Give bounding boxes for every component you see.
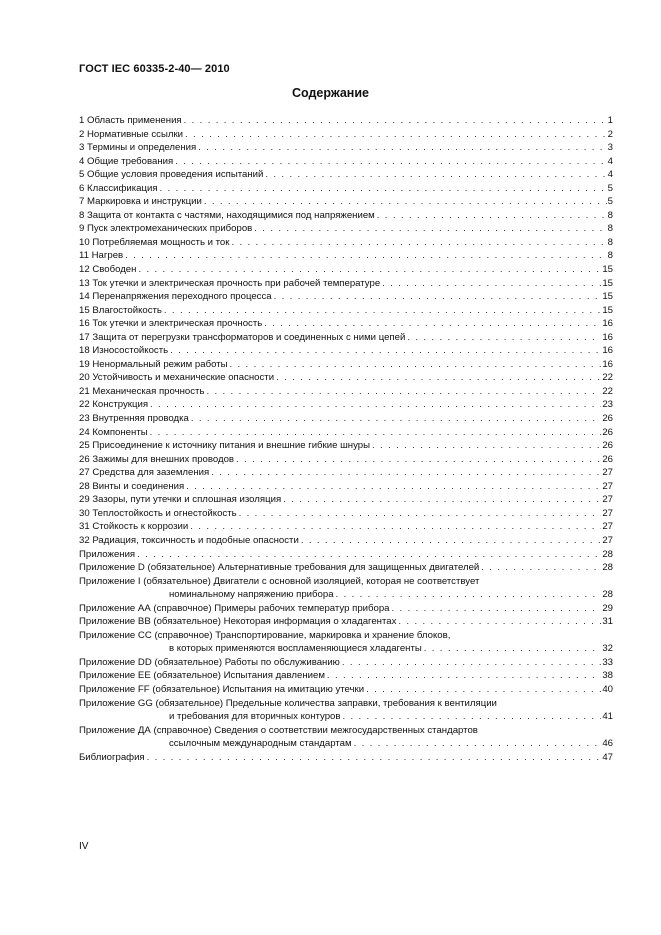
toc-entry-page: 15 xyxy=(602,264,613,276)
toc-entry xyxy=(79,344,613,358)
toc-entry-page: 15 xyxy=(602,291,613,303)
toc-leader-dots xyxy=(392,602,602,616)
toc-entry-title: ссылочным международным стандартам xyxy=(169,738,352,750)
toc-entry xyxy=(79,155,613,169)
toc-entry-page: 15 xyxy=(602,277,613,289)
toc-entry-page: 29 xyxy=(602,602,613,614)
toc-leader-dots xyxy=(407,331,601,345)
toc-leader-dots xyxy=(204,195,607,209)
toc-entry-title: 28 Винты и соединения xyxy=(79,480,185,492)
toc-entry-title: 18 Износостойкость xyxy=(79,345,169,357)
toc-entry-page: 26 xyxy=(602,413,613,425)
toc-entry-page: 1 xyxy=(607,115,613,126)
toc-entry xyxy=(79,724,613,738)
toc-entry-title: номинальному напряжению прибора xyxy=(169,589,334,601)
toc-entry-title: Приложение D (обязательное) Альтернативные требования для защищенных двигателей xyxy=(79,562,480,574)
toc-entry-title: Приложение ВВ (обязательное) Некоторая информация о хладагентах xyxy=(79,616,397,628)
toc-leader-dots xyxy=(190,520,601,534)
toc-entry xyxy=(79,128,613,142)
toc-entry-title: 31 Стойкость к коррозии xyxy=(79,521,189,533)
toc-leader-dots xyxy=(354,737,602,751)
toc-leader-dots xyxy=(366,683,601,697)
toc-leader-dots xyxy=(372,439,601,453)
toc-entry-title: 2 Нормативные ссылки xyxy=(79,128,184,140)
toc-leader-dots xyxy=(342,710,601,724)
toc-entry xyxy=(79,520,613,534)
toc-entry xyxy=(79,290,613,304)
toc-entry-page: 8 xyxy=(607,236,613,248)
toc-entry-title: 9 Пуск электромеханических приборов xyxy=(79,223,253,235)
toc-leader-dots xyxy=(170,344,601,358)
toc-entry-title: 12 Свободен xyxy=(79,264,137,276)
table-of-contents xyxy=(79,114,613,764)
toc-entry-title: Приложение I (обязательное) Двигатели с основной изоляцией, которая не соответствует xyxy=(79,575,480,587)
toc-leader-dots xyxy=(231,236,606,250)
toc-leader-dots xyxy=(150,398,601,412)
toc-entry xyxy=(79,236,613,250)
toc-entry-page: 8 xyxy=(607,223,613,235)
toc-entry-title: 16 Ток утечки и электрическая прочность xyxy=(79,318,263,330)
toc-entry xyxy=(79,439,613,453)
toc-entry-page: 27 xyxy=(602,534,613,546)
toc-entry xyxy=(79,453,613,467)
toc-entry-page: 4 xyxy=(607,155,613,167)
toc-leader-dots xyxy=(398,615,601,629)
toc-entry-title: 24 Компоненты xyxy=(79,426,148,438)
toc-entry-title: 21 Механическая прочность xyxy=(79,385,205,397)
toc-entry-title: 15 Влагостойкость xyxy=(79,304,162,316)
toc-entry-page: 22 xyxy=(602,372,613,384)
toc-entry-page: 26 xyxy=(602,426,613,438)
toc-entry-title: Приложение DD (обязательное) Работы по обслуживанию xyxy=(79,656,340,668)
toc-entry xyxy=(79,222,613,236)
toc-entry xyxy=(79,304,613,318)
toc-entry-title: 11 Нагрев xyxy=(79,250,124,262)
toc-entry-page: 27 xyxy=(602,494,613,506)
toc-entry xyxy=(79,480,613,494)
toc-entry-page: 47 xyxy=(602,751,613,763)
toc-leader-dots xyxy=(254,222,606,236)
toc-entry-page: 15 xyxy=(602,304,613,316)
toc-entry xyxy=(79,642,613,656)
toc-leader-dots xyxy=(186,480,601,494)
toc-leader-dots xyxy=(382,277,601,291)
toc-leader-dots xyxy=(138,263,601,277)
toc-leader-dots xyxy=(265,168,606,182)
toc-leader-dots xyxy=(236,453,601,467)
toc-entry-page: 3 xyxy=(607,142,613,154)
toc-leader-dots xyxy=(147,751,602,765)
toc-entry-title: Приложения xyxy=(79,548,136,560)
toc-entry xyxy=(79,358,613,372)
toc-entry xyxy=(79,602,613,616)
toc-entry-title: Библиография xyxy=(79,751,145,763)
toc-entry xyxy=(79,683,613,697)
toc-entry-page: 8 xyxy=(607,209,613,221)
toc-entry-page: 26 xyxy=(602,453,613,465)
toc-entry-title: 4 Общие требования xyxy=(79,155,174,167)
toc-entry-title: 13 Ток утечки и электрическая прочность при рабочей температуре xyxy=(79,277,381,289)
toc-entry-title: 7 Маркировка и инструкции xyxy=(79,196,202,208)
toc-entry xyxy=(79,575,613,589)
toc-entry-title: Приложение ДА (справочное) Сведения о соответствии межгосударственных стандартов xyxy=(79,724,478,736)
toc-leader-dots xyxy=(230,358,602,372)
toc-entry xyxy=(79,209,613,223)
toc-entry-page: 27 xyxy=(602,507,613,519)
toc-leader-dots xyxy=(150,426,602,440)
toc-entry-page: 22 xyxy=(602,385,613,397)
toc-entry-page: 46 xyxy=(602,738,613,750)
toc-leader-dots xyxy=(198,141,606,155)
toc-entry-title: 25 Присоединение к источнику питания и внешние гибкие шнуры xyxy=(79,440,371,452)
toc-entry-page: 16 xyxy=(602,318,613,330)
toc-entry-page: 26 xyxy=(602,440,613,452)
toc-entry-page: 8 xyxy=(607,250,613,262)
toc-entry xyxy=(79,466,613,480)
document-header: ГОСТ IEC 60335-2-40— 2010 xyxy=(79,63,230,75)
toc-entry-page: 5 xyxy=(607,182,613,194)
toc-title: Содержание xyxy=(291,86,369,100)
toc-leader-dots xyxy=(276,371,601,385)
toc-leader-dots xyxy=(424,642,602,656)
toc-entry xyxy=(79,141,613,155)
toc-entry xyxy=(79,507,613,521)
toc-entry xyxy=(79,426,613,440)
toc-entry-page: 23 xyxy=(602,399,613,411)
toc-entry xyxy=(79,371,613,385)
toc-leader-dots xyxy=(160,182,607,196)
toc-entry xyxy=(79,669,613,683)
toc-entry-title: и требования для вторичных контуров xyxy=(169,711,341,723)
toc-entry-page: 16 xyxy=(602,345,613,357)
toc-leader-dots xyxy=(264,317,601,331)
toc-entry xyxy=(79,263,613,277)
toc-leader-dots xyxy=(377,209,607,223)
toc-entry-title: Приложение ЕЕ (обязательное) Испытания давлением xyxy=(79,670,325,682)
toc-leader-dots xyxy=(206,385,601,399)
toc-entry-title: 17 Защита от перегрузки трансформаторов и соединенных с ними цепей xyxy=(79,331,406,343)
toc-entry xyxy=(79,195,613,209)
toc-entry xyxy=(79,697,613,711)
toc-entry-page: 28 xyxy=(602,548,613,560)
toc-entry xyxy=(79,656,613,670)
toc-entry xyxy=(79,114,613,128)
toc-entry-page: 5 xyxy=(607,196,613,208)
toc-leader-dots xyxy=(185,128,607,142)
toc-entry-title: Приложение АА (справочное) Примеры рабочих температур прибора xyxy=(79,602,390,614)
toc-leader-dots xyxy=(137,548,601,562)
toc-entry xyxy=(79,168,613,182)
toc-entry-page: 16 xyxy=(602,358,613,370)
toc-entry xyxy=(79,710,613,724)
toc-entry-title: 19 Ненормальный режим работы xyxy=(79,358,228,370)
toc-leader-dots xyxy=(342,656,601,670)
toc-entry-page: 28 xyxy=(602,562,613,574)
toc-entry-title: 14 Перенапряжения переходного процесса xyxy=(79,291,272,303)
toc-entry xyxy=(79,398,613,412)
toc-entry-title: 1 Область применения xyxy=(79,115,182,126)
toc-entry-title: 23 Внутренняя проводка xyxy=(79,413,189,425)
toc-entry-title: 22 Конструкция xyxy=(79,399,149,411)
toc-leader-dots xyxy=(184,114,607,128)
toc-leader-dots xyxy=(481,561,601,575)
toc-entry-title: Приложение FF (обязательное) Испытания на имитацию утечки xyxy=(79,683,365,695)
toc-entry xyxy=(79,493,613,507)
toc-entry-page: 16 xyxy=(602,331,613,343)
toc-entry-title: 29 Зазоры, пути утечки и сплошная изоляция xyxy=(79,494,282,506)
toc-entry-title: 3 Термины и определения xyxy=(79,142,197,154)
toc-entry-page: 2 xyxy=(607,128,613,140)
toc-entry-page: 27 xyxy=(602,467,613,479)
toc-leader-dots xyxy=(211,466,601,480)
toc-entry xyxy=(79,534,613,548)
toc-entry-title: 5 Общие условия проведения испытаний xyxy=(79,169,264,181)
page-number: IV xyxy=(79,841,89,852)
toc-entry-page: 28 xyxy=(602,589,613,601)
toc-leader-dots xyxy=(175,155,606,169)
toc-entry xyxy=(79,737,613,751)
toc-entry-page: 27 xyxy=(602,480,613,492)
toc-entry-title: в которых применяются воспламеняющиеся хладагенты xyxy=(169,643,422,655)
toc-entry-page: 38 xyxy=(602,670,613,682)
toc-entry xyxy=(79,751,613,765)
toc-leader-dots xyxy=(301,534,602,548)
toc-entry xyxy=(79,561,613,575)
toc-entry-page: 27 xyxy=(602,521,613,533)
toc-entry xyxy=(79,249,613,263)
toc-entry-page: 33 xyxy=(602,656,613,668)
toc-entry-page: 32 xyxy=(602,643,613,655)
toc-entry-page: 40 xyxy=(602,683,613,695)
toc-leader-dots xyxy=(274,290,602,304)
toc-entry-title: 30 Теплостойкость и огнестойкость xyxy=(79,507,237,519)
toc-entry-title: 10 Потребляемая мощность и ток xyxy=(79,236,230,248)
toc-entry-page: 4 xyxy=(607,169,613,181)
toc-entry-page: 41 xyxy=(602,711,613,723)
toc-leader-dots xyxy=(336,588,602,602)
toc-entry xyxy=(79,277,613,291)
toc-entry-title: 27 Средства для заземления xyxy=(79,467,210,479)
toc-entry-page: 31 xyxy=(602,616,613,628)
toc-leader-dots xyxy=(191,412,601,426)
toc-leader-dots xyxy=(164,304,601,318)
toc-entry xyxy=(79,182,613,196)
toc-entry xyxy=(79,629,613,643)
toc-leader-dots xyxy=(327,669,601,683)
toc-entry-title: 26 Зажимы для внешних проводов xyxy=(79,453,235,465)
toc-leader-dots xyxy=(239,507,602,521)
toc-entry xyxy=(79,331,613,345)
toc-entry-title: Приложение GG (обязательное) Предельные количества заправки, требования к вентиляции xyxy=(79,697,497,709)
toc-entry xyxy=(79,588,613,602)
toc-entry xyxy=(79,548,613,562)
toc-entry-title: 32 Радиация, токсичность и подобные опасности xyxy=(79,534,299,546)
toc-entry xyxy=(79,412,613,426)
toc-entry-title: 6 Классификация xyxy=(79,182,158,194)
toc-leader-dots xyxy=(283,493,601,507)
toc-entry xyxy=(79,615,613,629)
toc-entry-title: 20 Устойчивость и механические опасности xyxy=(79,372,275,384)
toc-entry xyxy=(79,385,613,399)
toc-entry xyxy=(79,317,613,331)
toc-entry-title: 8 Защита от контакта с частями, находящимися под напряжением xyxy=(79,209,375,221)
toc-entry-title: Приложение СС (справочное) Транспортирование, маркировка и хранение блоков, xyxy=(79,629,451,641)
toc-leader-dots xyxy=(125,249,607,263)
